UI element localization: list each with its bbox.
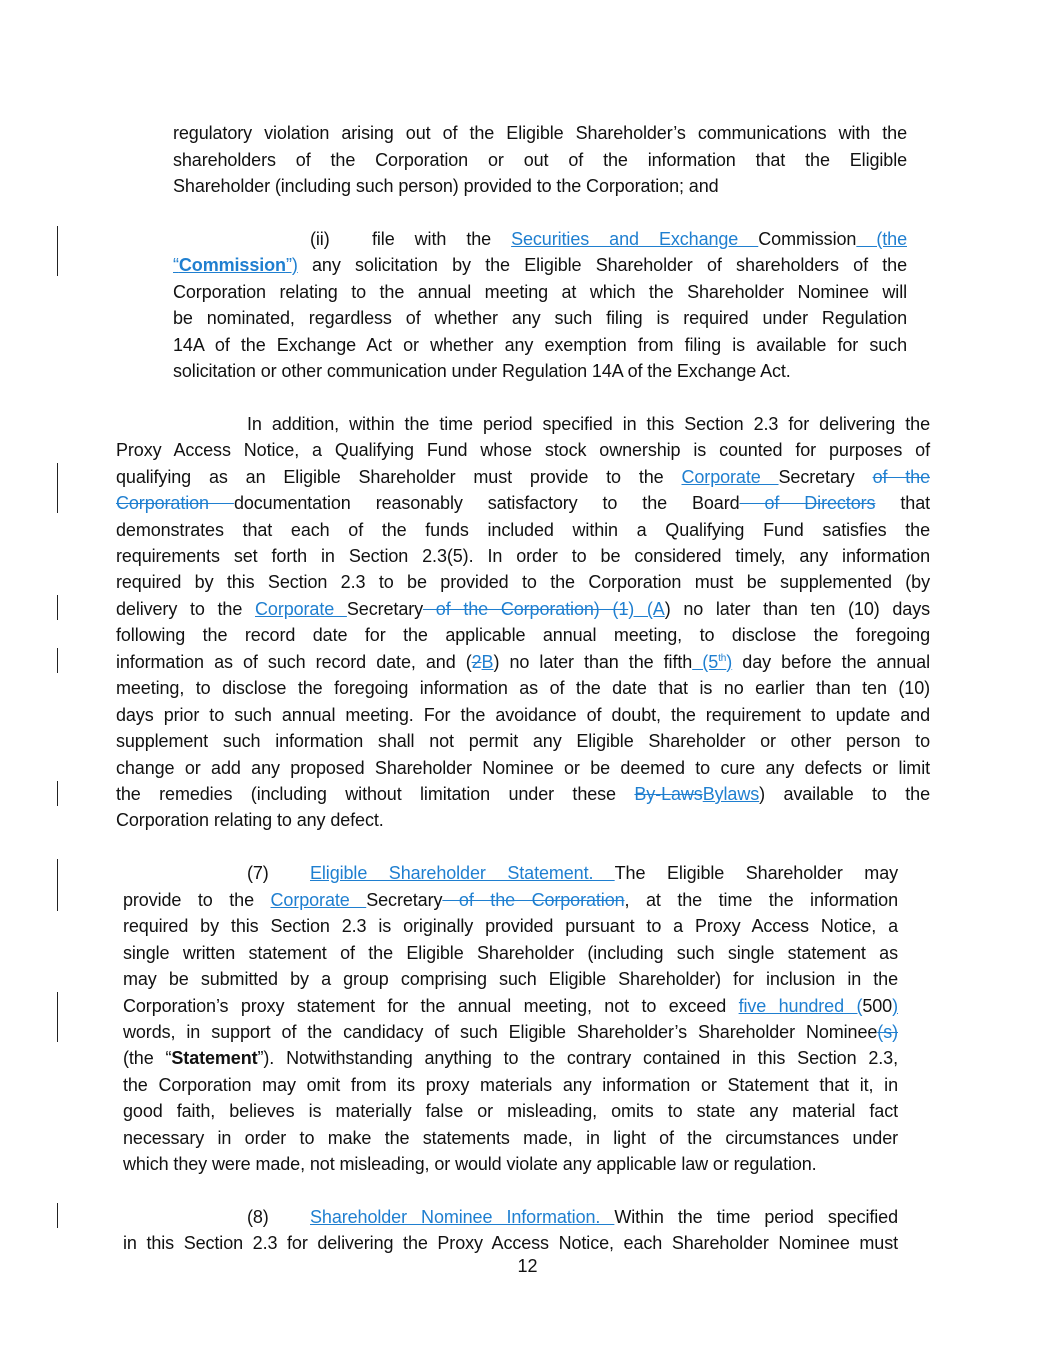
inserted-text: Eligible Shareholder Statement. <box>310 863 615 883</box>
paragraph-line: regulatory violation arising out of the Eligible Shareholder’s communications with the <box>173 123 907 143</box>
list-number: (7) <box>247 863 269 883</box>
paragraph-line: be nominated, regardless of whether any such filing is required under Regulation <box>173 308 907 328</box>
paragraph-line: provide to the Corporate Secretary of the Corporation, at the time the information <box>123 890 898 910</box>
paragraph-line: following the record date for the applicable annual meeting, to disclose the foregoing <box>116 625 930 645</box>
paragraph-line: Eligible Shareholder Statement. The Eligible Shareholder may <box>310 863 898 883</box>
paragraph-line: file with the Securities and Exchange Commission (the <box>372 229 907 249</box>
paragraph-line: meeting, to disclose the foregoing information as of the date that is no earlier than ten (10) <box>116 678 930 698</box>
inserted-text: B <box>481 652 494 672</box>
paragraph-line: demonstrates that each of the funds included within a Qualifying Fund satisfies the <box>116 520 930 540</box>
inserted-text: Shareholder Nominee Information. <box>310 1207 615 1227</box>
paragraph-line: supplement such information shall not permit any Eligible Shareholder or other person to <box>116 731 930 751</box>
paragraph-line: days prior to such annual meeting. For the avoidance of doubt, the requirement to update and <box>116 705 930 725</box>
paragraph-line: (the “Statement”). Notwithstanding anything to the contrary contained in this Section 2.3, <box>123 1048 898 1068</box>
inserted-text: (5th) <box>692 652 733 672</box>
deleted-text: of Directors <box>739 493 876 513</box>
paragraph-line: which they were made, not misleading, or would violate any applicable law or regulation. <box>123 1154 817 1174</box>
inserted-text: ) (A <box>628 599 665 619</box>
deleted-text: of the Corporation <box>442 890 625 910</box>
change-bar <box>57 992 58 1042</box>
deleted-text: of the Corporation) (1 <box>423 599 629 619</box>
change-bar <box>57 595 58 620</box>
paragraph-line: 14A of the Exchange Act or whether any exemption from filing is available for such <box>173 335 907 355</box>
paragraph-line: “Commission”) any solicitation by the Eligible Shareholder of shareholders of the <box>173 255 907 275</box>
paragraph-line: solicitation or other communication under Regulation 14A of the Exchange Act. <box>173 361 791 381</box>
inserted-text: Bylaws <box>702 784 760 804</box>
inserted-text: Corporate <box>270 890 367 910</box>
paragraph-line: good faith, believes is materially false or misleading, omits to state any material fact <box>123 1101 898 1121</box>
paragraph-line: Corporation relating to the annual meeting at which the Shareholder Nominee will <box>173 282 907 302</box>
change-bar <box>57 463 58 513</box>
change-bar <box>57 1203 58 1228</box>
paragraph-line: Corporation documentation reasonably satisfactory to the Board of Directors that <box>116 493 931 513</box>
change-bar <box>57 781 58 806</box>
change-bar <box>57 648 58 673</box>
deleted-text: of the <box>872 467 930 487</box>
inserted-text: ”) <box>285 255 298 275</box>
inserted-text: Corporate <box>255 599 347 619</box>
paragraph-line: Shareholder (including such person) provided to the Corporation; and <box>173 176 719 196</box>
paragraph-line: required by this Section 2.3 is originally provided pursuant to a Proxy Access Notice, a <box>123 916 898 936</box>
inserted-text: (the <box>856 229 907 249</box>
list-number: (8) <box>247 1207 269 1227</box>
paragraph-line: In addition, within the time period specified in this Section 2.3 for delivering the <box>247 414 930 434</box>
paragraph-line: in this Section 2.3 for delivering the Proxy Access Notice, each Shareholder Nominee must <box>123 1233 898 1253</box>
page-number: 12 <box>517 1256 538 1276</box>
paragraph-line: shareholders of the Corporation or out of the information that the Eligible <box>173 150 907 170</box>
paragraph-line: information as of such record date, and (2B) no later than the fifth (5th) day before the annual <box>116 652 930 672</box>
inserted-text: Commission <box>178 255 286 275</box>
deleted-text: Corporation <box>116 493 234 513</box>
list-number: (ii) <box>310 229 330 249</box>
paragraph-line: Proxy Access Notice, a Qualifying Fund whose stock ownership is counted for purposes of <box>116 440 930 460</box>
paragraph-line: required by this Section 2.3 to be provided to the Corporation must be supplemented (by <box>116 572 930 592</box>
paragraph-line: the remedies (including without limitation under these By-LawsBylaws) available to the <box>116 784 930 804</box>
deleted-text: 2 <box>471 652 482 672</box>
inserted-text: Securities and Exchange <box>511 229 759 249</box>
deleted-text: By-Laws <box>634 784 703 804</box>
inserted-text: ) <box>892 996 898 1016</box>
deleted-text: (s) <box>877 1022 898 1042</box>
paragraph-line: requirements set forth in Section 2.3(5). In order to be considered timely, any information <box>116 546 930 566</box>
paragraph-line: Corporation’s proxy statement for the annual meeting, not to exceed five hundred (500) <box>123 996 898 1016</box>
paragraph-line: necessary in order to make the statements made, in light of the circumstances under <box>123 1128 898 1148</box>
change-bar <box>57 859 58 911</box>
inserted-text: five hundred ( <box>738 996 863 1016</box>
paragraph-line: the Corporation may omit from its proxy materials any information or Statement that it, in <box>123 1075 898 1095</box>
inserted-text: “ <box>173 255 179 275</box>
paragraph-line: words, in support of the candidacy of such Eligible Shareholder’s Shareholder Nominee(s) <box>123 1022 898 1042</box>
paragraph-line: Corporation relating to any defect. <box>116 810 384 830</box>
paragraph-line: single written statement of the Eligible Shareholder (including such single statement as <box>123 943 898 963</box>
paragraph-line: change or add any proposed Shareholder Nominee or be deemed to cure any defects or limit <box>116 758 930 778</box>
paragraph-line: qualifying as an Eligible Shareholder must provide to the Corporate Secretary of the <box>116 467 930 487</box>
paragraph-line: delivery to the Corporate Secretary of the Corporation) (1) (A) no later than ten (10) days <box>116 599 930 619</box>
change-bar <box>57 226 58 276</box>
paragraph-line: may be submitted by a group comprising such Eligible Shareholder) for inclusion in the <box>123 969 898 989</box>
paragraph-line: Shareholder Nominee Information. Within the time period specified <box>310 1207 898 1227</box>
inserted-text: Corporate <box>681 467 779 487</box>
